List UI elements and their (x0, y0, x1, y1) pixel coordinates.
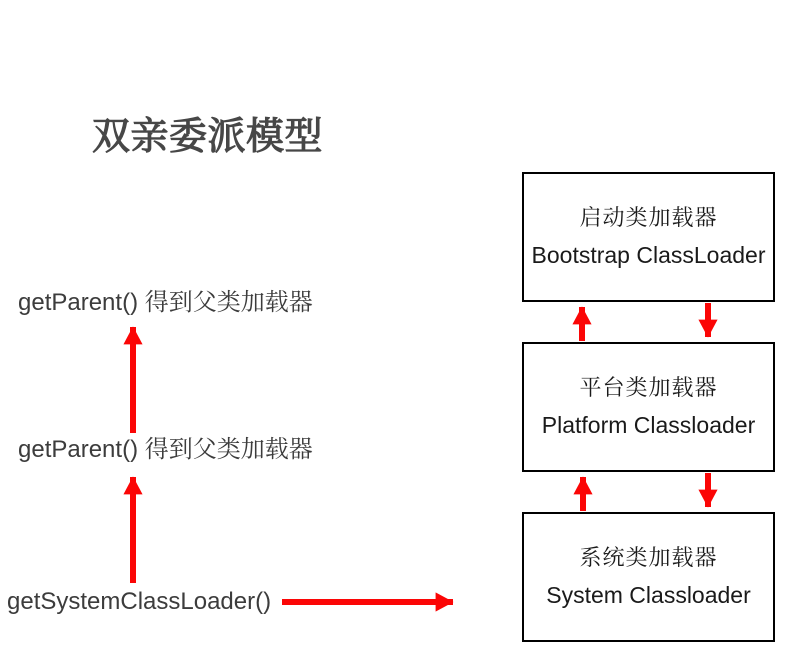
system-classloader-box (522, 512, 775, 642)
diagram-title: 双亲委派模型 (92, 116, 324, 158)
platform-classloader-box (522, 342, 775, 472)
system-classloader-name-zh: 系统类加载器 (579, 545, 718, 570)
bootstrap-classloader-box (522, 172, 775, 302)
platform-classloader-name-en: Platform Classloader (541, 412, 756, 438)
system-classloader-name-en: System Classloader (546, 582, 751, 608)
get-parent-label-top: getParent() 得到父类加载器 (18, 289, 313, 316)
get-system-classloader-label: getSystemClassLoader() (7, 588, 272, 615)
bootstrap-classloader-name-en: Bootstrap ClassLoader (531, 242, 766, 268)
get-parent-label-bottom: getParent() 得到父类加载器 (18, 436, 313, 463)
platform-classloader-name-zh: 平台类加载器 (579, 375, 718, 400)
bootstrap-classloader-name-zh: 启动类加载器 (579, 205, 718, 230)
